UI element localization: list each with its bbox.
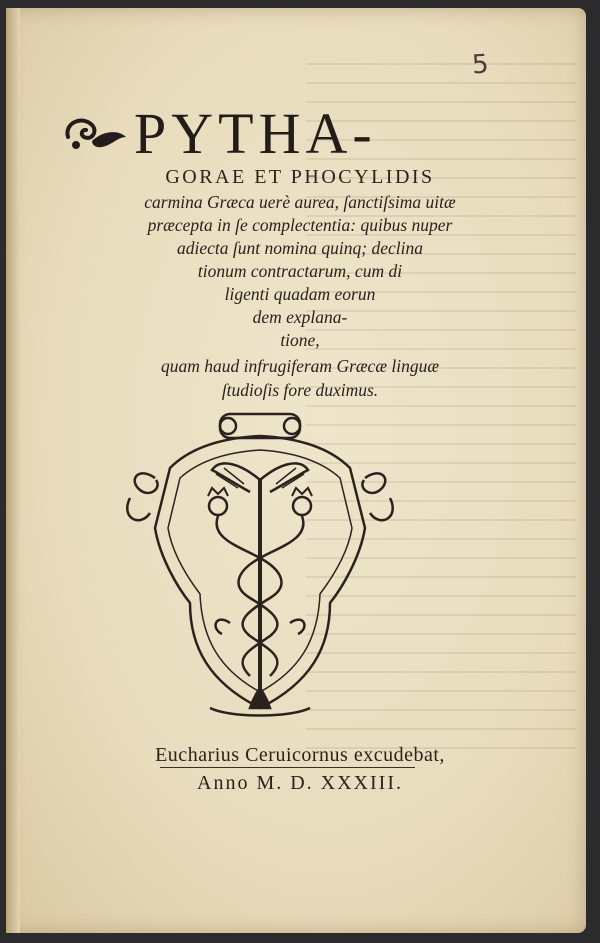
title-heading [62,103,442,165]
text-line-1: carmina Græca uerè aurea, ſanctiſsima uitæ [144,192,456,212]
text-line-2: præcepta in ſe complectentia: quibus nuper [147,215,453,235]
text-line-8: quam haud infrugiferam Græcæ linguæ [160,356,440,376]
title-subheading: GORAE ET PHOCYLIDIS [165,166,435,188]
title-main: PYTHA- [134,101,377,166]
text-line-7: tione, [280,330,320,350]
fleuron-ornament-icon [62,111,130,157]
imprint-year: Anno M. D. XXXIII. [197,772,403,794]
text-line-9: ſtudioſis fore duximus. [221,380,379,400]
folio-number: 5 [470,49,490,81]
text-line-5: ligenti quadam eorun [224,284,376,304]
text-line-6: dem explana- [252,307,348,327]
text-line-3: adiecta ſunt nomina quinq; declina [177,238,423,258]
printers-device-caduceus-icon [120,408,400,738]
imprint-printer: Eucharius Ceruicornus excudebat, [155,744,445,766]
imprint-rule [160,767,415,768]
text-line-4: tionum contractarum, cum di [197,261,403,281]
